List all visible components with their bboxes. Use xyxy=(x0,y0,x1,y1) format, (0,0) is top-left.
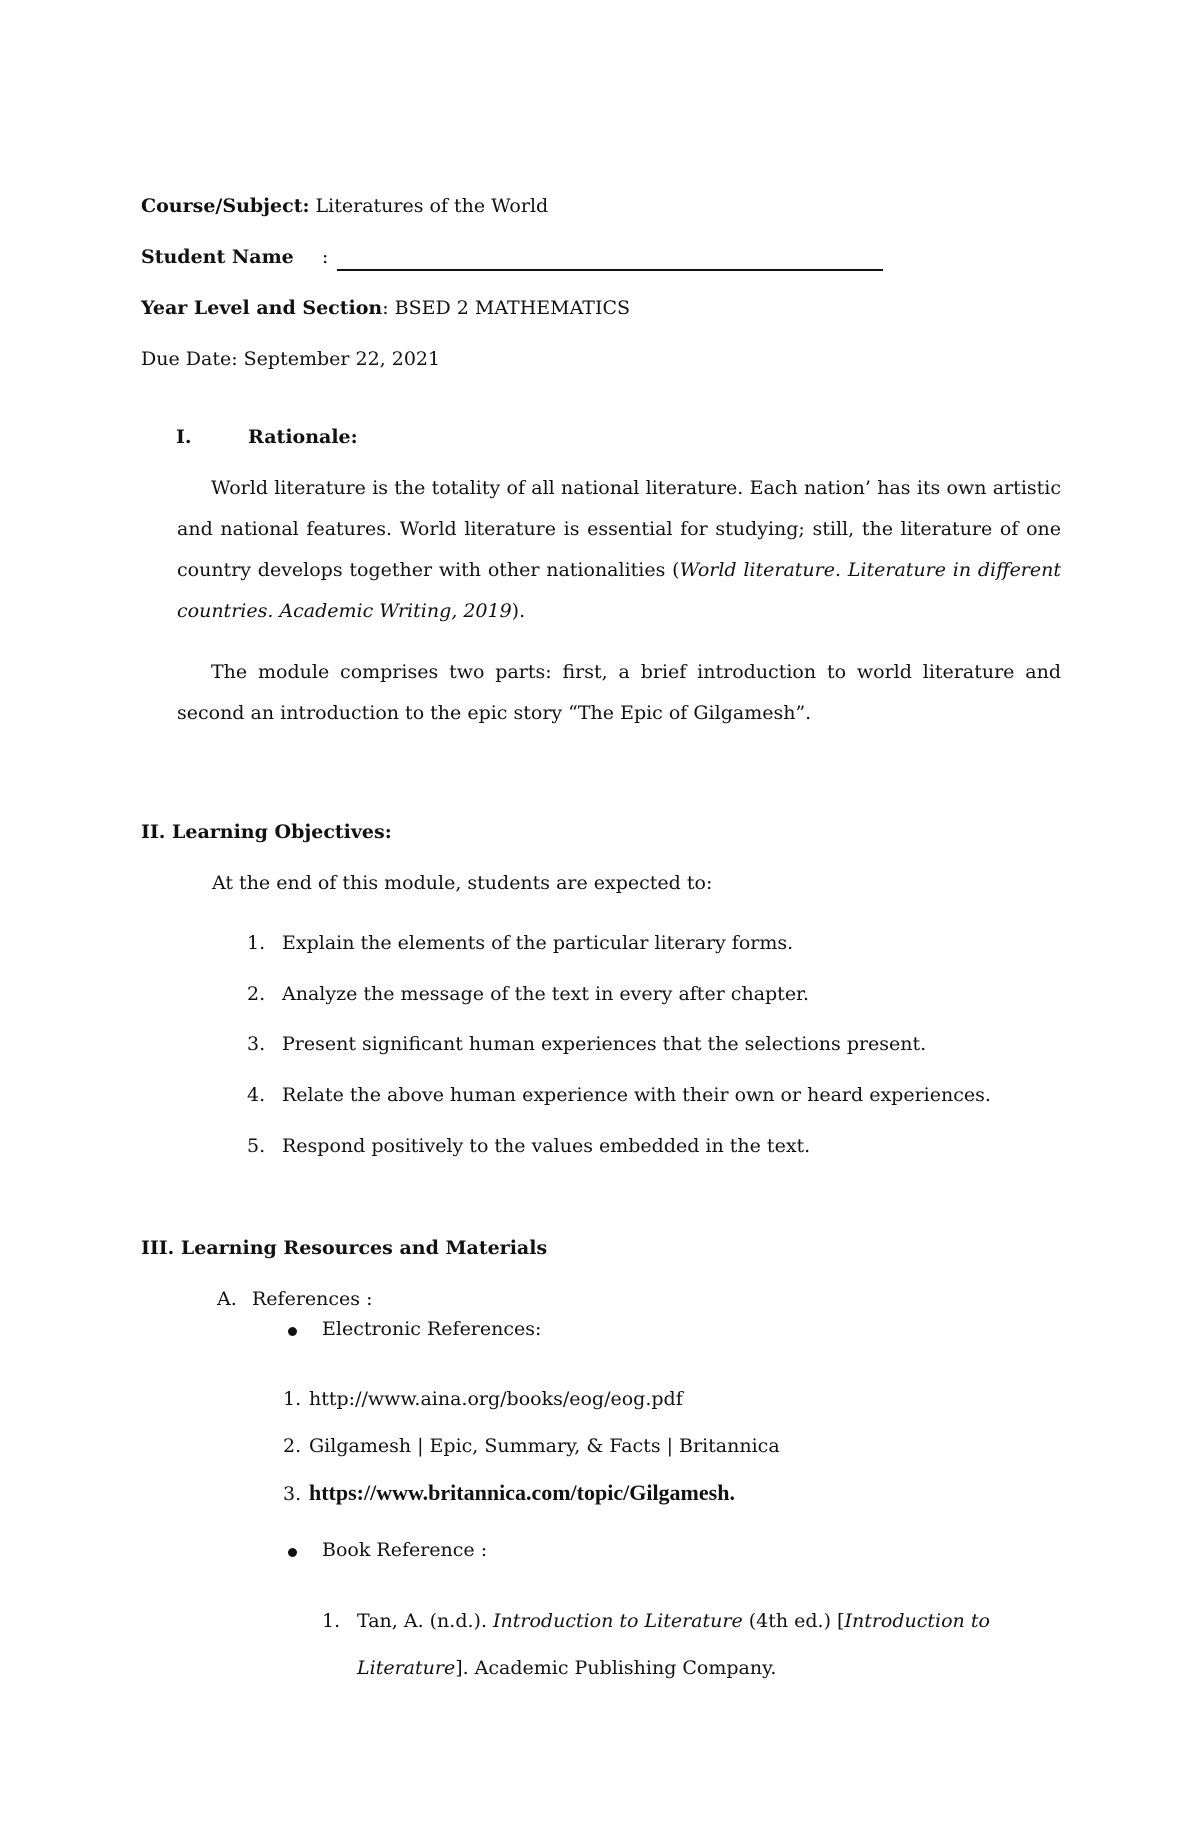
rationale-numeral: I. xyxy=(176,426,192,448)
objective-text-3: Present significant human experiences that the selections present. xyxy=(282,1033,927,1055)
due-date-field xyxy=(141,348,440,371)
objective-num-4: 4. xyxy=(247,1084,266,1106)
rationale-p1-text: World literature is the totality of all national literature. Each nation’ has its own artistic and national features. World literature is essential for studying; still, the literature of one country develops together with other nationalities ( xyxy=(177,477,1061,581)
bullet-icon xyxy=(288,1327,297,1336)
objective-num-1: 1. xyxy=(247,932,266,954)
year-section-label: Year Level and Section xyxy=(141,297,383,319)
electronic-ref-num-1: 1. xyxy=(283,1388,302,1410)
student-name-blank[interactable] xyxy=(337,269,883,271)
references-letter: A. xyxy=(217,1288,237,1310)
book-publisher: ]. Academic Publishing Company. xyxy=(455,1657,777,1679)
rationale-paragraph-2 xyxy=(177,652,1061,734)
rationale-paragraph-1 xyxy=(177,468,1061,632)
objective-num-5: 5. xyxy=(247,1135,266,1157)
objective-num-2: 2. xyxy=(247,983,266,1005)
objective-text-4: Relate the above human experience with their own or heard experiences. xyxy=(282,1084,991,1106)
book-ref-line-2 xyxy=(357,1657,776,1680)
electronic-ref-num-3: 3. xyxy=(283,1483,302,1505)
due-date-label: Due Date: xyxy=(141,348,238,370)
year-section-field xyxy=(141,297,630,320)
electronic-ref-link-3[interactable]: https://www.britannica.com/topic/Gilgamesh. xyxy=(309,1480,735,1505)
course-value: Literatures of the World xyxy=(315,195,549,217)
book-bracket-title-b: Literature xyxy=(357,1657,456,1679)
rationale-p1-end: ). xyxy=(511,600,526,622)
objectives-heading: II. Learning Objectives: xyxy=(141,821,392,843)
objectives-intro: At the end of this module, students are expected to: xyxy=(212,872,713,894)
resources-heading: III. Learning Resources and Materials xyxy=(141,1237,548,1259)
electronic-references-label: Electronic References: xyxy=(322,1318,542,1340)
book-reference-label: Book Reference : xyxy=(322,1539,488,1561)
electronic-ref-text-2: Gilgamesh | Epic, Summary, & Facts | Britannica xyxy=(309,1435,780,1457)
objective-num-3: 3. xyxy=(247,1033,266,1055)
year-section-value: : BSED 2 MATHEMATICS xyxy=(382,297,631,319)
book-author: Tan, A. (n.d.). xyxy=(357,1610,494,1632)
course-label: Course/Subject: xyxy=(141,195,310,217)
book-title: Introduction to Literature xyxy=(493,1610,743,1632)
references-label: References : xyxy=(252,1288,373,1310)
due-date-value: September 22, 2021 xyxy=(243,348,441,370)
course-field xyxy=(141,195,548,218)
rationale-heading: Rationale: xyxy=(248,426,358,448)
rationale-p2-text: The module comprises two parts: first, a brief introduction to world literature and second an introduction to the epic story “The Epic of Gilgamesh”. xyxy=(177,661,1061,724)
book-ref-num-1: 1. xyxy=(322,1610,341,1632)
bullet-icon xyxy=(288,1548,297,1557)
book-edition: (4th ed.) [ xyxy=(742,1610,845,1632)
electronic-ref-link-1[interactable]: http://www.aina.org/books/eog/eog.pdf xyxy=(309,1388,683,1410)
objective-text-5: Respond positively to the values embedded in the text. xyxy=(282,1135,811,1157)
objective-text-1: Explain the elements of the particular literary forms. xyxy=(282,932,794,954)
student-name-label: Student Name xyxy=(141,246,294,268)
student-name-colon: : xyxy=(322,246,329,268)
rationale-citation: World literature. Literature in different countries. Academic Writing, 2019 xyxy=(177,559,1062,622)
objective-text-2: Analyze the message of the text in every after chapter. xyxy=(282,983,810,1005)
book-ref-line-1 xyxy=(357,1610,990,1633)
book-bracket-title-a: Introduction to xyxy=(844,1610,990,1632)
electronic-ref-num-2: 2. xyxy=(283,1435,302,1457)
